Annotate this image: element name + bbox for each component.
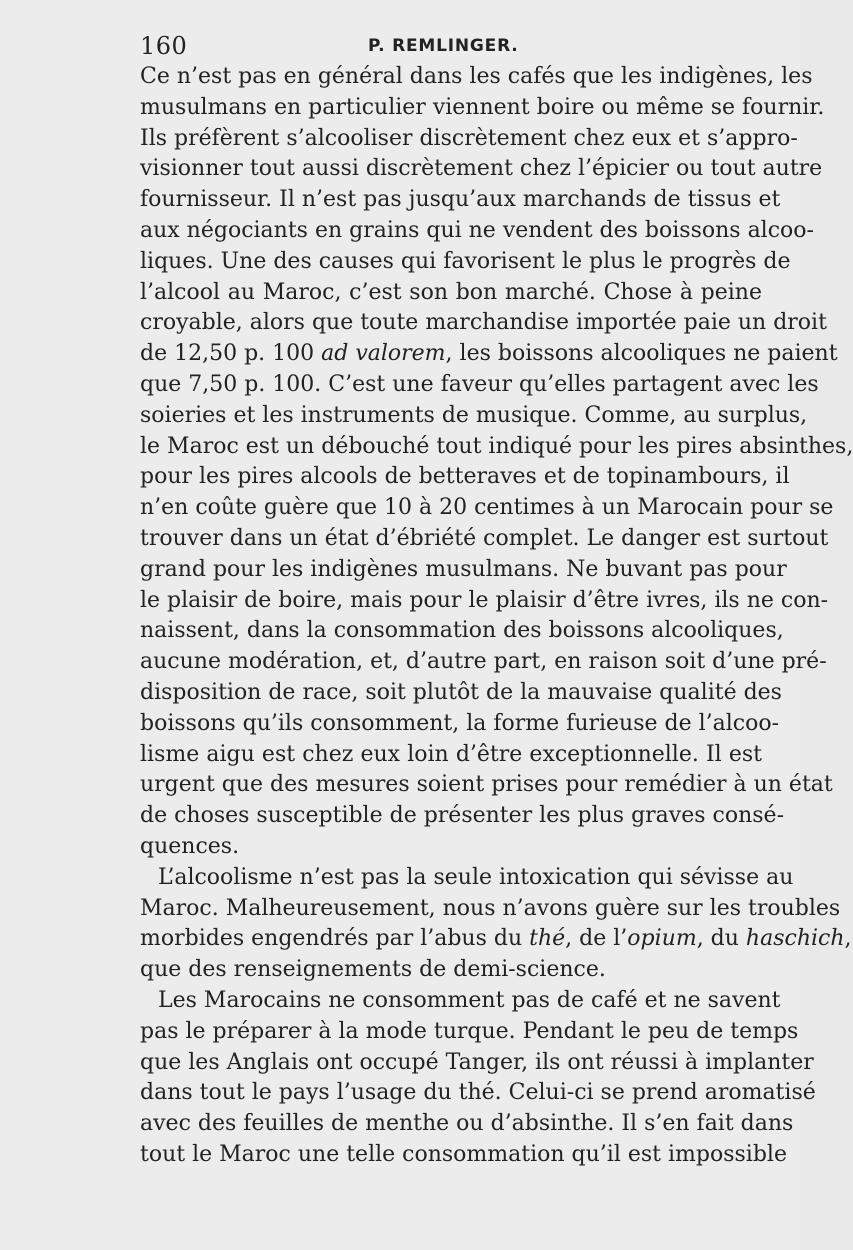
text-line	[140, 801, 785, 832]
text-line	[140, 1017, 799, 1048]
text-line	[140, 1140, 787, 1171]
body-text	[140, 62, 853, 1171]
text-segment: croyable, alors que toute marchandise importée paie un droit	[140, 310, 827, 336]
text-line	[140, 616, 784, 647]
text-segment: disposition de race, soit plutôt de la mauvaise qualité des	[140, 679, 782, 705]
text-line	[140, 154, 823, 185]
text-segment: morbides engendrés par l’abus du	[140, 926, 530, 952]
italic-text: ad valorem	[321, 341, 446, 367]
text-segment: avec des feuilles de menthe ou d’absinthe. Il s’en fait dans	[140, 1111, 794, 1137]
italic-text: thé	[529, 926, 566, 952]
text-segment: que 7,50 p. 100. C’est une faveur qu’elles partagent avec les	[140, 371, 819, 397]
text-segment: lisme aigu est chez eux loin d’être exceptionnelle. Il est	[140, 741, 762, 767]
text-line	[140, 278, 762, 309]
text-line	[140, 62, 813, 93]
text-segment: dans tout le pays l’usage du thé. Celui-ci se prend aromatisé	[140, 1080, 816, 1106]
text-line	[140, 1109, 794, 1140]
text-line	[140, 863, 794, 894]
text-line	[140, 1078, 816, 1109]
text-line	[140, 986, 781, 1017]
text-line	[140, 524, 829, 555]
text-line	[140, 586, 829, 617]
text-line	[140, 432, 853, 463]
text-segment: urgent que des mesures soient prises pour remédier à un état	[140, 772, 833, 798]
text-segment: musulmans en particulier viennent boire ou même se fournir.	[140, 94, 825, 120]
text-segment: Ce n’est pas en général dans les cafés que les indigènes, les	[140, 64, 813, 89]
text-segment: de 12,50 p. 100	[140, 341, 322, 367]
text-line	[140, 370, 819, 401]
text-line	[140, 709, 780, 740]
text-line	[140, 124, 798, 155]
text-segment: le Maroc est un débouché tout indiqué pour les pires absinthes,	[140, 433, 853, 459]
text-segment: L’alcoolisme n’est pas la seule intoxication qui sévisse au	[158, 864, 794, 890]
italic-text: haschich	[745, 926, 845, 952]
text-line	[140, 401, 808, 432]
text-segment: Maroc. Malheureusement, nous n’avons guère sur les troubles	[140, 895, 841, 921]
text-segment: grand pour les indigènes musulmans. Ne buvant pas pour	[140, 556, 787, 582]
text-line	[140, 339, 838, 370]
text-segment: visionner tout aussi discrètement chez l’épicier ou tout autre	[140, 156, 823, 182]
text-segment: que des renseignements de demi-science.	[140, 957, 606, 983]
paragraph	[140, 62, 853, 863]
text-segment: Les Marocains ne consomment pas de café et ne savent	[158, 987, 781, 1013]
text-line	[140, 740, 762, 771]
text-segment: pour les pires alcools de betteraves et de topinambours, il	[140, 464, 790, 490]
text-segment: , les boissons alcooliques ne paient	[445, 341, 838, 367]
text-line	[140, 678, 782, 709]
text-segment: soieries et les instruments de musique. Comme, au surplus,	[140, 402, 808, 428]
text-line	[140, 462, 790, 493]
text-line	[140, 308, 827, 339]
text-line	[140, 770, 833, 801]
text-segment: de choses susceptible de présenter les plus graves consé-	[140, 803, 785, 829]
text-segment: que les Anglais ont occupé Tanger, ils ont réussi à implanter	[140, 1049, 814, 1075]
text-segment: n’en coûte guère que 10 à 20 centimes à un Marocain pour se	[140, 495, 834, 521]
text-line	[140, 493, 834, 524]
paragraph	[140, 986, 816, 1171]
text-line	[140, 955, 762, 986]
text-segment: pas le préparer à la mode turque. Pendant le peu de temps	[140, 1018, 799, 1044]
text-segment: Ils préfèrent s’alcooliser discrètement chez eux et s’appro-	[140, 125, 798, 151]
text-line	[140, 555, 787, 586]
text-segment: , du	[696, 926, 746, 952]
text-line	[140, 247, 791, 278]
text-line	[140, 894, 841, 925]
paragraph	[140, 863, 852, 986]
text-segment: le plaisir de boire, mais pour le plaisir d’être ivres, ils ne con-	[140, 587, 829, 613]
text-segment: ,	[844, 926, 852, 952]
page-number: 160	[140, 32, 188, 60]
italic-text: opium	[627, 926, 697, 952]
text-segment: boissons qu’ils consomment, la forme furieuse de l’alcoo-	[140, 710, 780, 736]
text-line	[140, 93, 825, 124]
text-segment: liques. Une des causes qui favorisent le plus le progrès de	[140, 248, 791, 274]
text-segment: aux négociants en grains qui ne vendent des boissons alcoo-	[140, 217, 814, 243]
text-line	[140, 832, 762, 863]
text-line	[140, 647, 827, 678]
text-segment: trouver dans un état d’ébriété complet. Le danger est surtout	[140, 525, 829, 551]
text-segment: tout le Maroc une telle consommation qu’il est impossible	[140, 1141, 787, 1167]
running-head: P. REMLINGER.	[368, 36, 519, 56]
text-segment: aucune modération, et, d’autre part, en raison soit d’une pré-	[140, 649, 827, 675]
text-segment: quences.	[140, 833, 240, 859]
text-line	[140, 924, 852, 955]
text-segment: , de l’	[565, 926, 628, 952]
text-segment: l’alcool au Maroc, c’est son bon marché. Chose à peine	[140, 279, 762, 305]
text-line	[140, 1048, 814, 1079]
page-header	[140, 28, 760, 64]
text-segment: naissent, dans la consommation des boissons alcooliques,	[140, 618, 784, 644]
text-line	[140, 216, 814, 247]
text-line	[140, 185, 781, 216]
text-segment: fournisseur. Il n’est pas jusqu’aux marchands de tissus et	[140, 187, 781, 213]
